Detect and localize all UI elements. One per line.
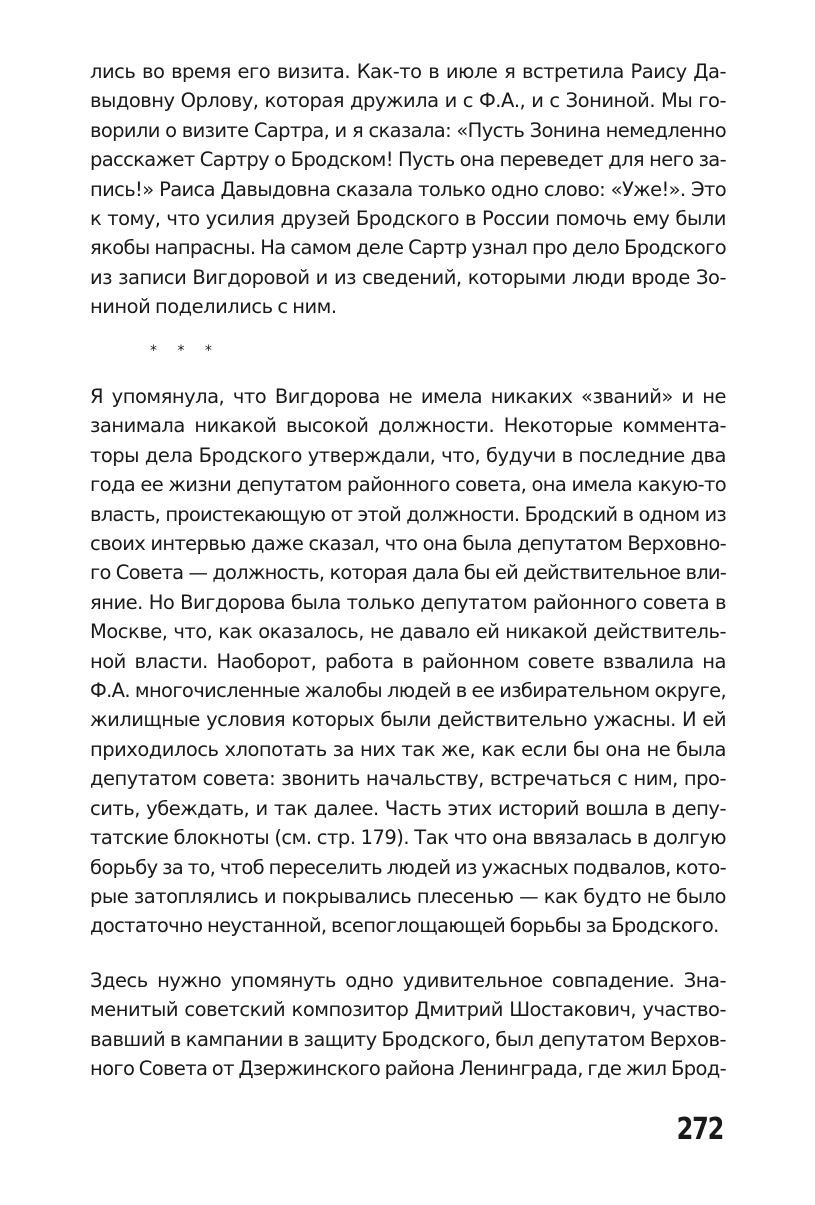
text-line: рые затоплялись и покрывались плесенью — как будто не было bbox=[90, 884, 726, 908]
text-line: жилищные условия которых были действительно ужасны. И ей bbox=[90, 708, 726, 732]
text-line: года ее жизни депутатом районного совета, она имела какую-то bbox=[90, 473, 726, 497]
text-line: Москве, что, как оказалось, не давало ей никакой действитель- bbox=[90, 620, 726, 644]
text-line: достаточно неустанной, всепоглощающей борьбы за Бродского. bbox=[90, 914, 719, 938]
text-line: депутатом совета: звонить начальству, встречаться с ним, про- bbox=[90, 767, 726, 791]
text-line: вавший в кампании в защиту Бродского, был депутатом Верхов- bbox=[90, 1027, 726, 1051]
text-line: лись во время его визита. Как-то в июле я встретила Раису Да- bbox=[90, 60, 726, 83]
text-line: к тому, что усилия друзей Бродского в России помочь ему были bbox=[90, 207, 726, 231]
paragraph-1 bbox=[90, 57, 726, 322]
text-line: татские блокноты (см. стр. 179). Так что она ввязалась в долгую bbox=[90, 826, 726, 850]
text-line: своих интервью даже сказал, что она была депутатом Верховно- bbox=[90, 532, 726, 556]
text-line: ной власти. Наоборот, работа в районном совете взвалила на bbox=[90, 649, 726, 673]
paragraph-3 bbox=[90, 966, 726, 1084]
text-line: приходилось хлопотать за них так же, как если бы она не была bbox=[90, 737, 726, 761]
text-line: Здесь нужно упомянуть одно удивительное совпадение. Зна- bbox=[90, 969, 726, 992]
text-line: ного Совета от Дзержинского района Ленинграда, где жил Брод- bbox=[90, 1057, 726, 1081]
text-line: Ф.А. многочисленные жалобы людей в ее избирательном округе, bbox=[90, 679, 726, 703]
text-line: ворили о визите Сартра, и я сказала: «Пусть Зонина немедленно bbox=[90, 118, 726, 142]
text-line: ниной поделились с ним. bbox=[90, 295, 337, 319]
text-line: занимала никакой высокой должности. Некоторые коммента- bbox=[90, 414, 726, 438]
text-line: Я упомянула, что Вигдорова не имела никаких «званий» и не bbox=[90, 385, 726, 408]
text-line: пись!» Раиса Давыдовна сказала только одно слово: «Уже!». Это bbox=[90, 177, 726, 201]
section-separator: * * * bbox=[150, 343, 220, 359]
page-number: 272 bbox=[676, 1112, 723, 1147]
text-line: из записи Вигдоровой и из сведений, которыми люди вроде Зо- bbox=[90, 265, 726, 289]
text-line: якобы напрасны. На самом деле Сартр узнал про дело Бродского bbox=[90, 236, 726, 260]
paragraph-2 bbox=[90, 382, 726, 941]
text-line: яние. Но Вигдорова была только депутатом районного совета в bbox=[90, 590, 726, 614]
text-line: менитый советский композитор Дмитрий Шостакович, участво- bbox=[90, 998, 726, 1022]
text-line: выдовну Орлову, которая дружила и с Ф.А., и с Зониной. Мы го- bbox=[90, 89, 726, 113]
text-line: торы дела Бродского утверждали, что, будучи в последние два bbox=[90, 443, 726, 467]
text-line: сить, убеждать, и так далее. Часть этих историй вошла в депу- bbox=[90, 796, 726, 820]
text-line: го Совета — должность, которая дала бы ей действительное вли- bbox=[90, 561, 726, 585]
text-line: расскажет Сартру о Бродском! Пусть она переведет для него за- bbox=[90, 148, 726, 172]
text-line: власть, проистекающую от этой должности. Бродский в одном из bbox=[90, 502, 726, 526]
text-line: борьбу за то, чтоб переселить людей из ужасных подвалов, кото- bbox=[90, 855, 726, 879]
